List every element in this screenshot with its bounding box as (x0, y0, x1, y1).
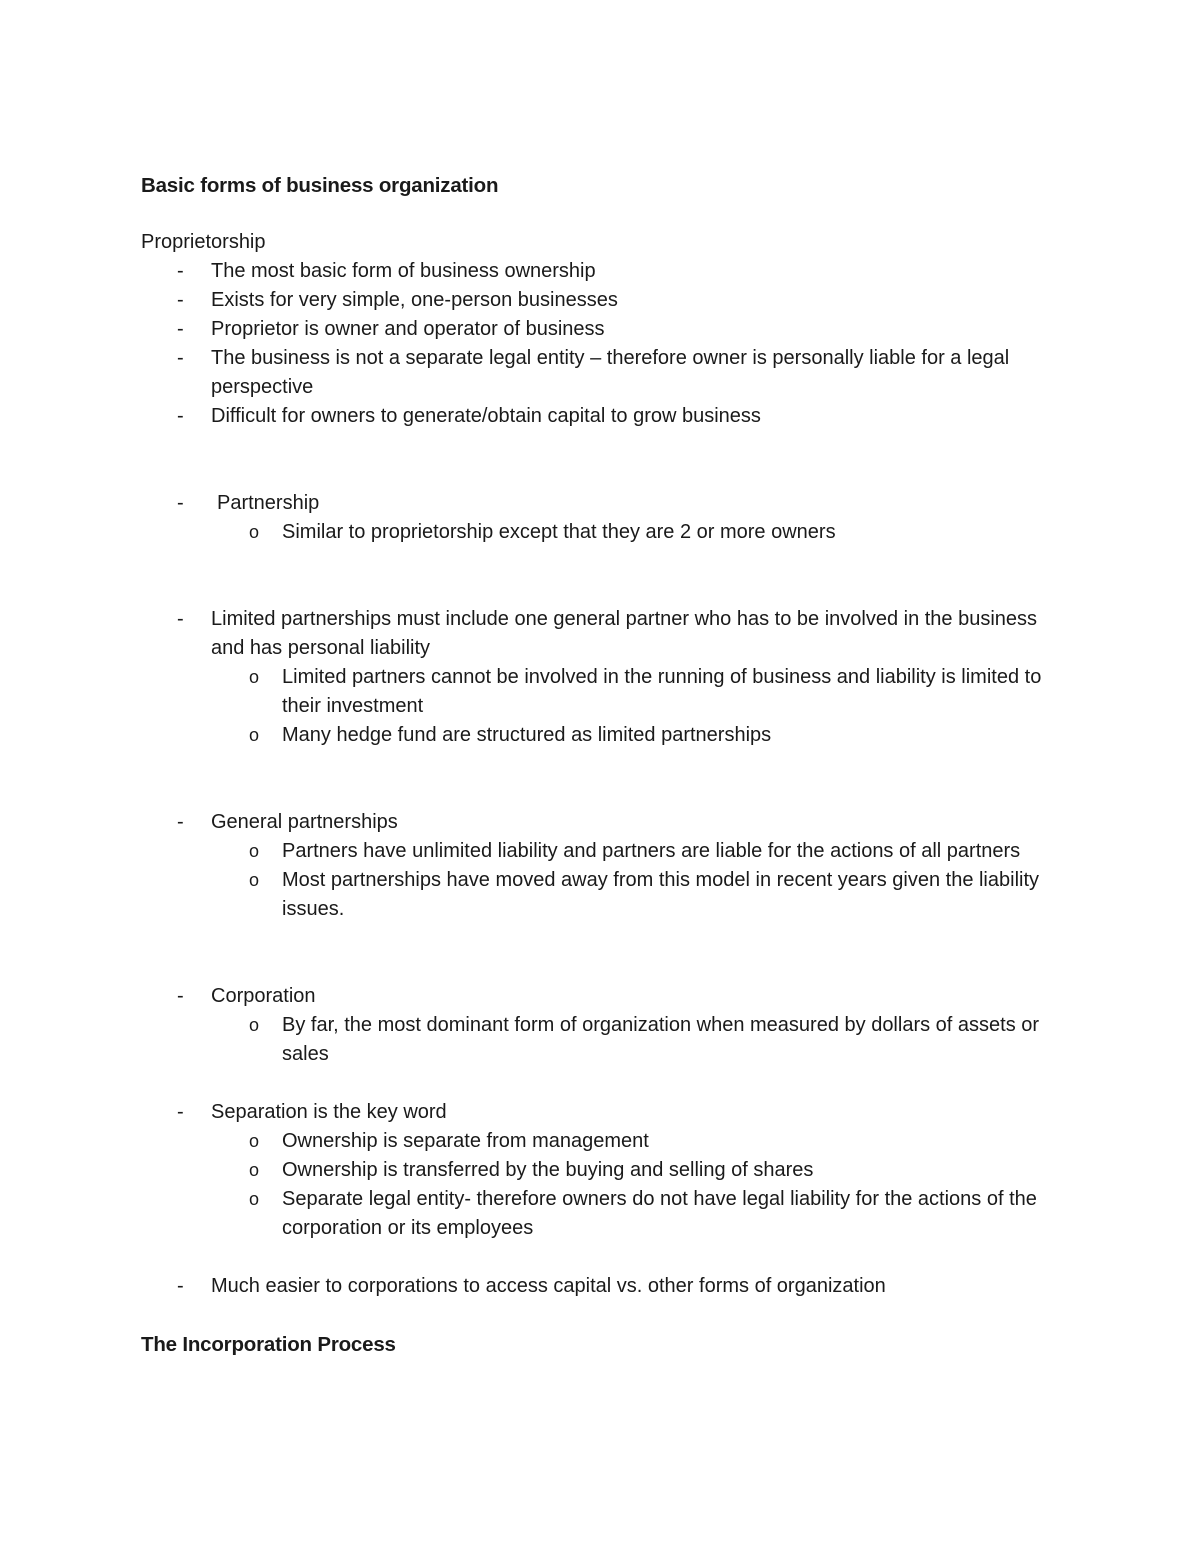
sub-list-item: o Ownership is transferred by the buying and selling of shares (141, 1156, 1061, 1185)
dash-bullet: - (177, 985, 184, 1007)
proprietorship-list (141, 257, 1061, 431)
sub-list-item: o Separate legal entity- therefore owners do not have legal liability for the actions of the corporation or its employees (141, 1185, 1061, 1243)
section-label-capital: Much easier to corporations to access capital vs. other forms of organization (211, 1275, 886, 1297)
circle-bullet: o (249, 1015, 260, 1035)
limited-sublist (211, 663, 1061, 750)
dash-bullet: - (177, 1101, 184, 1123)
sub-list-item: o Most partnerships have moved away from this model in recent years given the liability issues. (141, 866, 1061, 924)
dash-bullet: - (177, 811, 184, 833)
section-label-corporation: Corporation (211, 985, 316, 1007)
list-item: - The business is not a separate legal entity – therefore owner is personally liable for a legal perspective (141, 344, 1061, 402)
sub-list-item: o Similar to proprietorship except that they are 2 or more owners (141, 518, 1061, 547)
general-partnership-list (141, 808, 1061, 924)
corporation-list (141, 982, 1061, 1069)
dash-bullet: - (177, 608, 184, 630)
sub-list-item: o Partners have unlimited liability and partners are liable for the actions of all partners (141, 837, 1061, 866)
sub-list-item: o Limited partners cannot be involved in the running of business and liability is limited to their investment (141, 663, 1061, 721)
circle-bullet: o (249, 841, 260, 861)
list-item (141, 808, 1061, 924)
circle-bullet: o (249, 870, 260, 890)
dash-bullet: - (177, 1275, 184, 1297)
corporation-sublist (211, 1011, 1061, 1069)
capital-list (141, 1272, 1061, 1301)
circle-bullet: o (249, 1160, 260, 1180)
dash-bullet: - (177, 289, 184, 311)
circle-bullet: o (249, 1189, 260, 1209)
section-heading-incorporation: The Incorporation Process (141, 1333, 396, 1356)
list-item (141, 605, 1061, 750)
section-label-separation: Separation is the key word (211, 1101, 447, 1123)
general-sublist (211, 837, 1061, 924)
list-item: - Proprietor is owner and operator of business (141, 315, 1061, 344)
dash-bullet: - (177, 260, 184, 282)
list-item (141, 1272, 1061, 1301)
section-label-general: General partnerships (211, 811, 398, 833)
separation-list (141, 1098, 1061, 1243)
circle-bullet: o (249, 667, 260, 687)
separation-sublist (211, 1127, 1061, 1243)
dash-bullet: - (177, 318, 184, 340)
list-item (141, 982, 1061, 1069)
document-body (141, 171, 1061, 1360)
section-label-partnership: Partnership (217, 492, 320, 514)
sub-list-item: o Many hedge fund are structured as limited partnerships (141, 721, 1061, 750)
section-label-limited: Limited partnerships must include one general partner who has to be involved in the business and has personal liability (211, 608, 1038, 659)
list-item: - Difficult for owners to generate/obtain capital to grow business (141, 402, 1061, 431)
circle-bullet: o (249, 1131, 260, 1151)
dash-bullet: - (177, 405, 184, 427)
list-item (141, 1098, 1061, 1243)
dash-bullet: - (177, 347, 184, 369)
partnership-list (141, 489, 1061, 547)
limited-partnership-list (141, 605, 1061, 750)
list-item: - Exists for very simple, one-person businesses (141, 286, 1061, 315)
list-item: - The most basic form of business ownership (141, 257, 1061, 286)
dash-bullet: - (177, 492, 184, 514)
section-label-proprietorship: Proprietorship (141, 231, 266, 253)
partnership-sublist (211, 518, 1061, 547)
circle-bullet: o (249, 725, 260, 745)
list-item (141, 489, 1061, 547)
sub-list-item: o By far, the most dominant form of organization when measured by dollars of assets or sales (141, 1011, 1061, 1069)
sub-list-item: o Ownership is separate from management (141, 1127, 1061, 1156)
circle-bullet: o (249, 522, 260, 542)
page-title: Basic forms of business organization (141, 174, 499, 197)
